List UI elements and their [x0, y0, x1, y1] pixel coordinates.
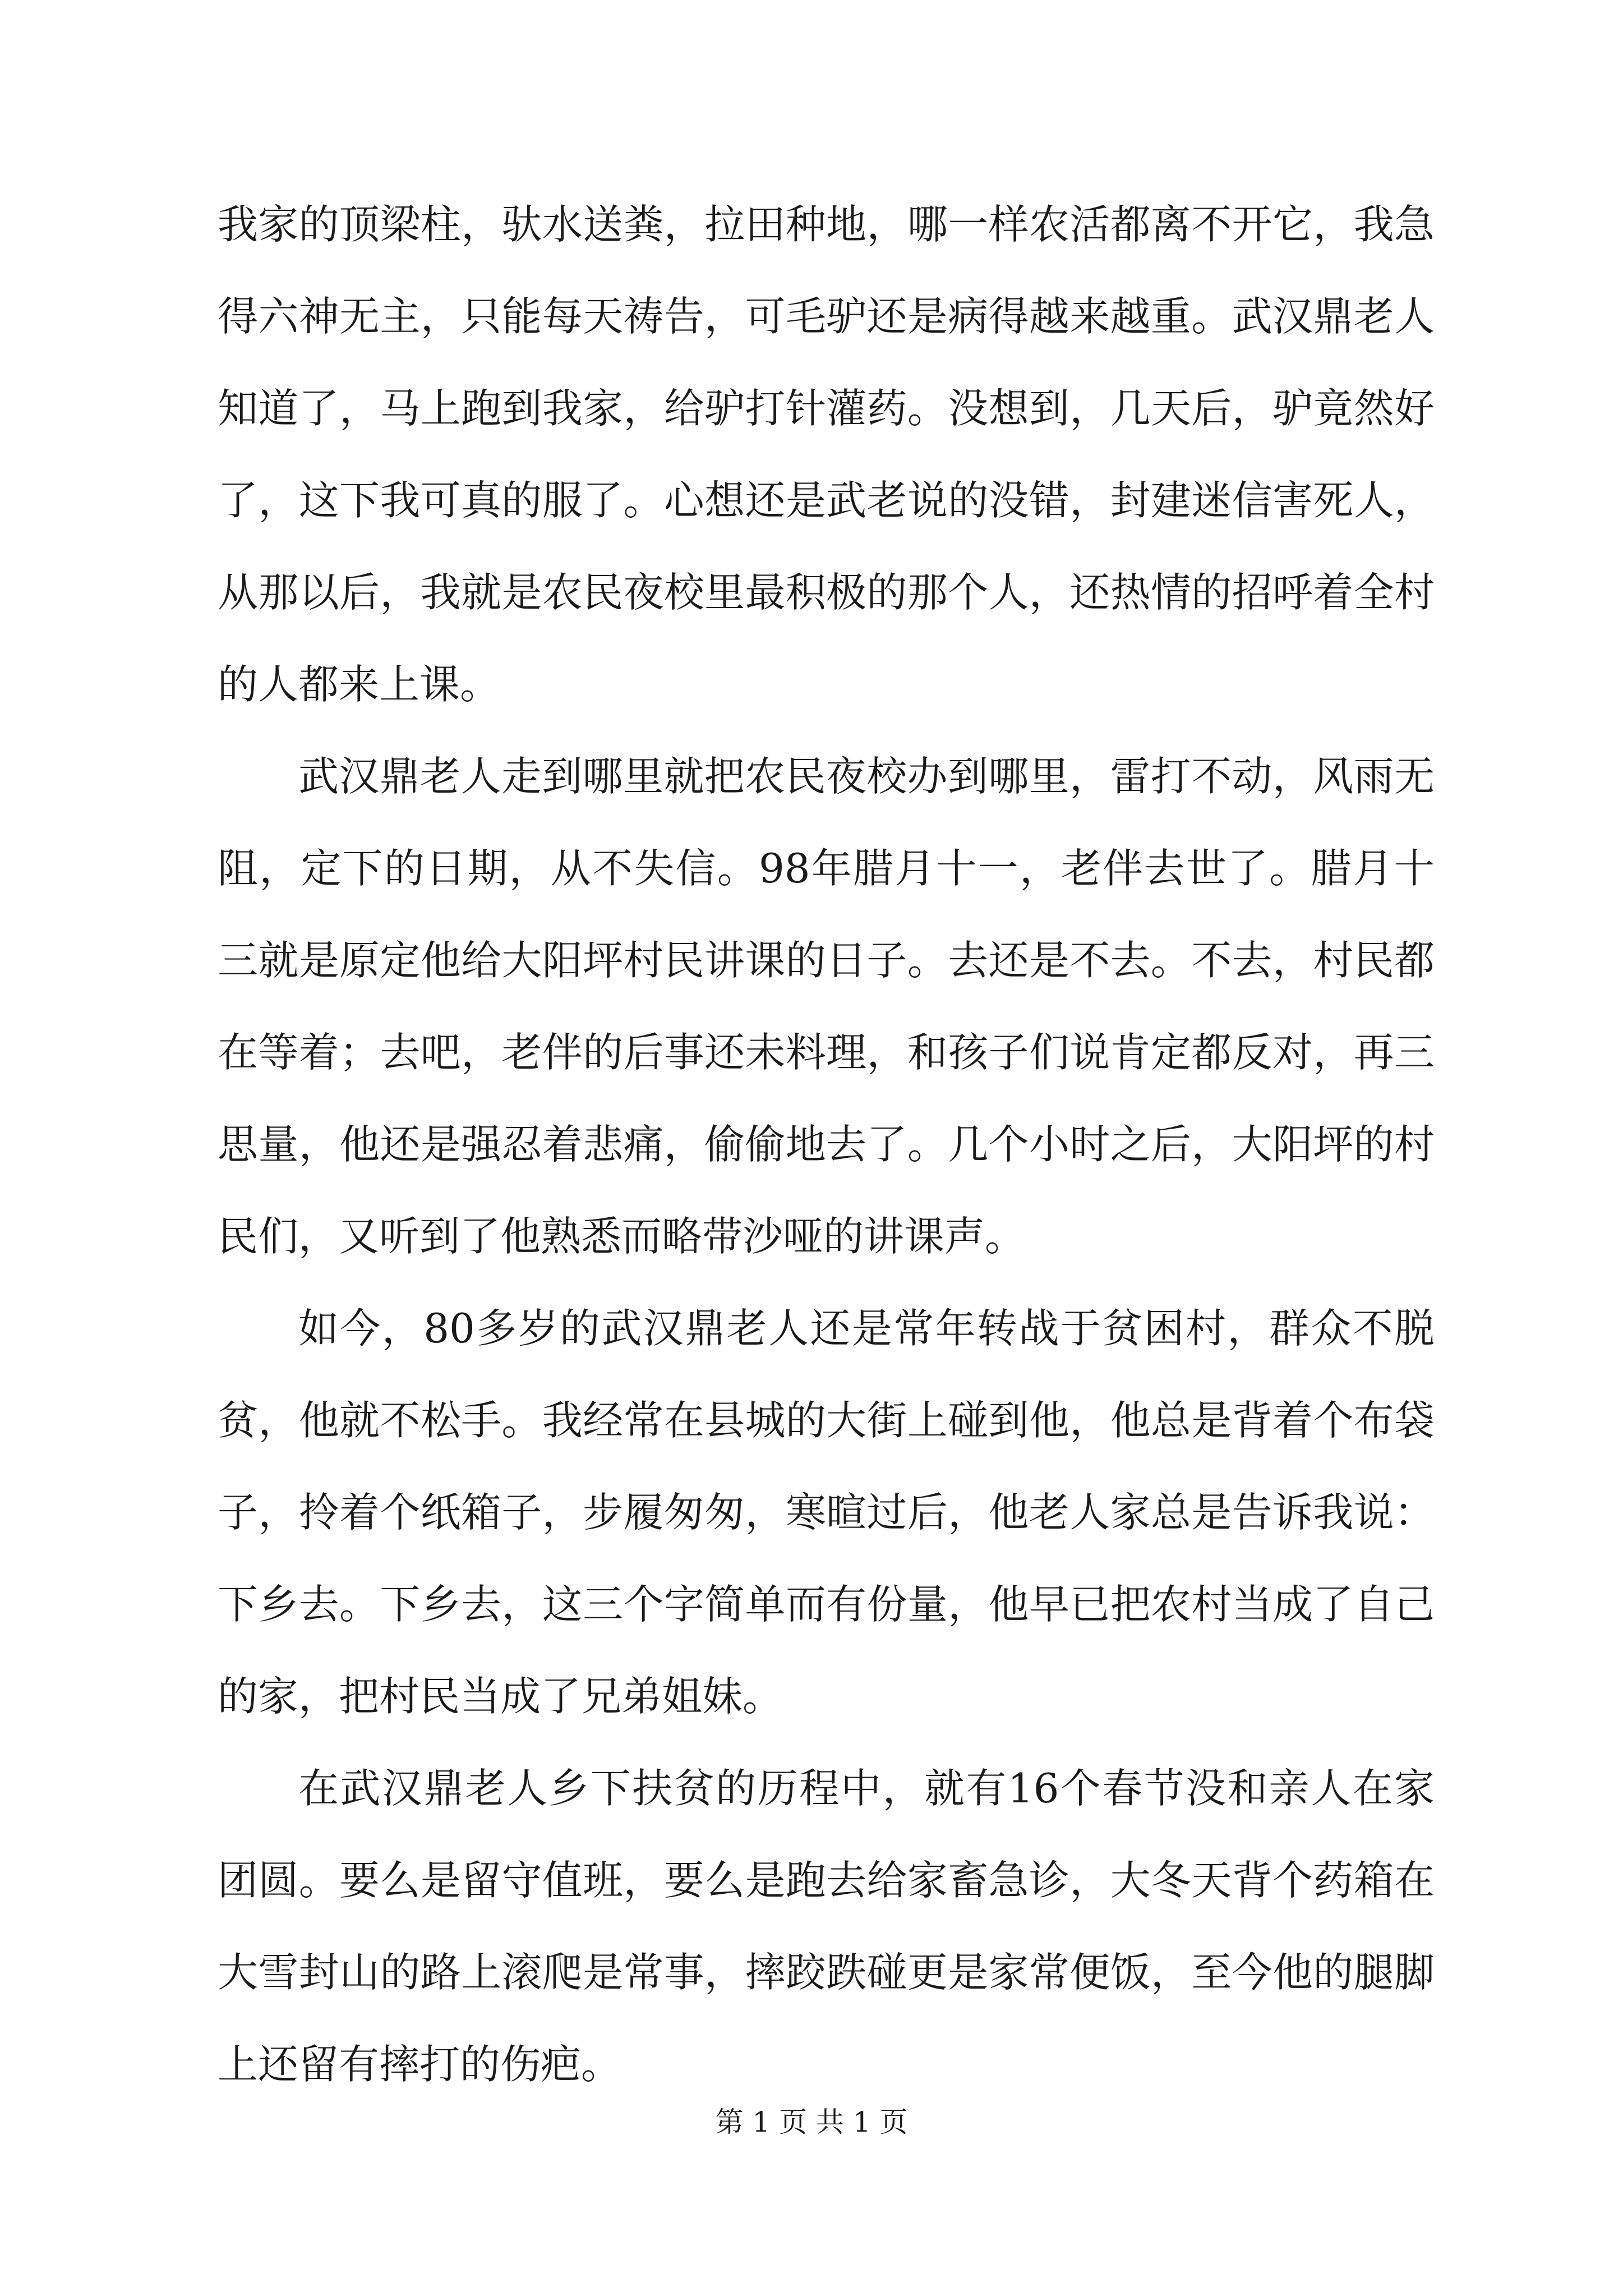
paragraph-2: 武汉鼎老人走到哪里就把农民夜校办到哪里，雷打不动，风雨无阻，定下的日期，从不失信。98年腊月十一，老伴去世了。腊月十三就是原定他给大阳坪村民讲课的日子。去还是不去。不去，村民都在等着；去吧，老伴的后事还未料理，和孩子们说肯定都反对，再三思量，他还是强忍着悲痛，偷偷地去了。几个小时之后，大阳坪的村民们，又听到了他熟悉而略带沙哑的讲课声。: [218, 753, 1435, 1260]
paragraph-1: 我家的顶梁柱，驮水送粪，拉田种地，哪一样农活都离不开它，我急得六神无主，只能每天祷告，可毛驴还是病得越来越重。武汉鼎老人知道了，马上跑到我家，给驴打针灌药。没想到，几天后，驴竟然好了，这下我可真的服了。心想还是武老说的没错，封建迷信害死人，从那以后，我就是农民夜校里最积极的那个人，还热情的招呼着全村的人都来上课。: [218, 201, 1435, 708]
page-footer: 第 1 页 共 1 页: [715, 2106, 908, 2138]
paragraph-4: 在武汉鼎老人乡下扶贫的历程中，就有16个春节没和亲人在家团圆。要么是留守值班，要么是跑去给家畜急诊，大冬天背个药箱在大雪封山的路上滚爬是常事，摔跤跌碰更是家常便饭，至今他的腿脚上还留有摔打的伤疤。: [218, 1765, 1435, 2088]
document-body: [218, 178, 1435, 2110]
paragraph-3: 如今，80多岁的武汉鼎老人还是常年转战于贫困村，群众不脱贫，他就不松手。我经常在县城的大街上碰到他，他总是背着个布袋子，拎着个纸箱子，步履匆匆，寒暄过后，他老人家总是告诉我说：下乡去。下乡去，这三个字简单而有份量，他早已把农村当成了自己的家，把村民当成了兄弟姐妹。: [218, 1305, 1435, 1720]
